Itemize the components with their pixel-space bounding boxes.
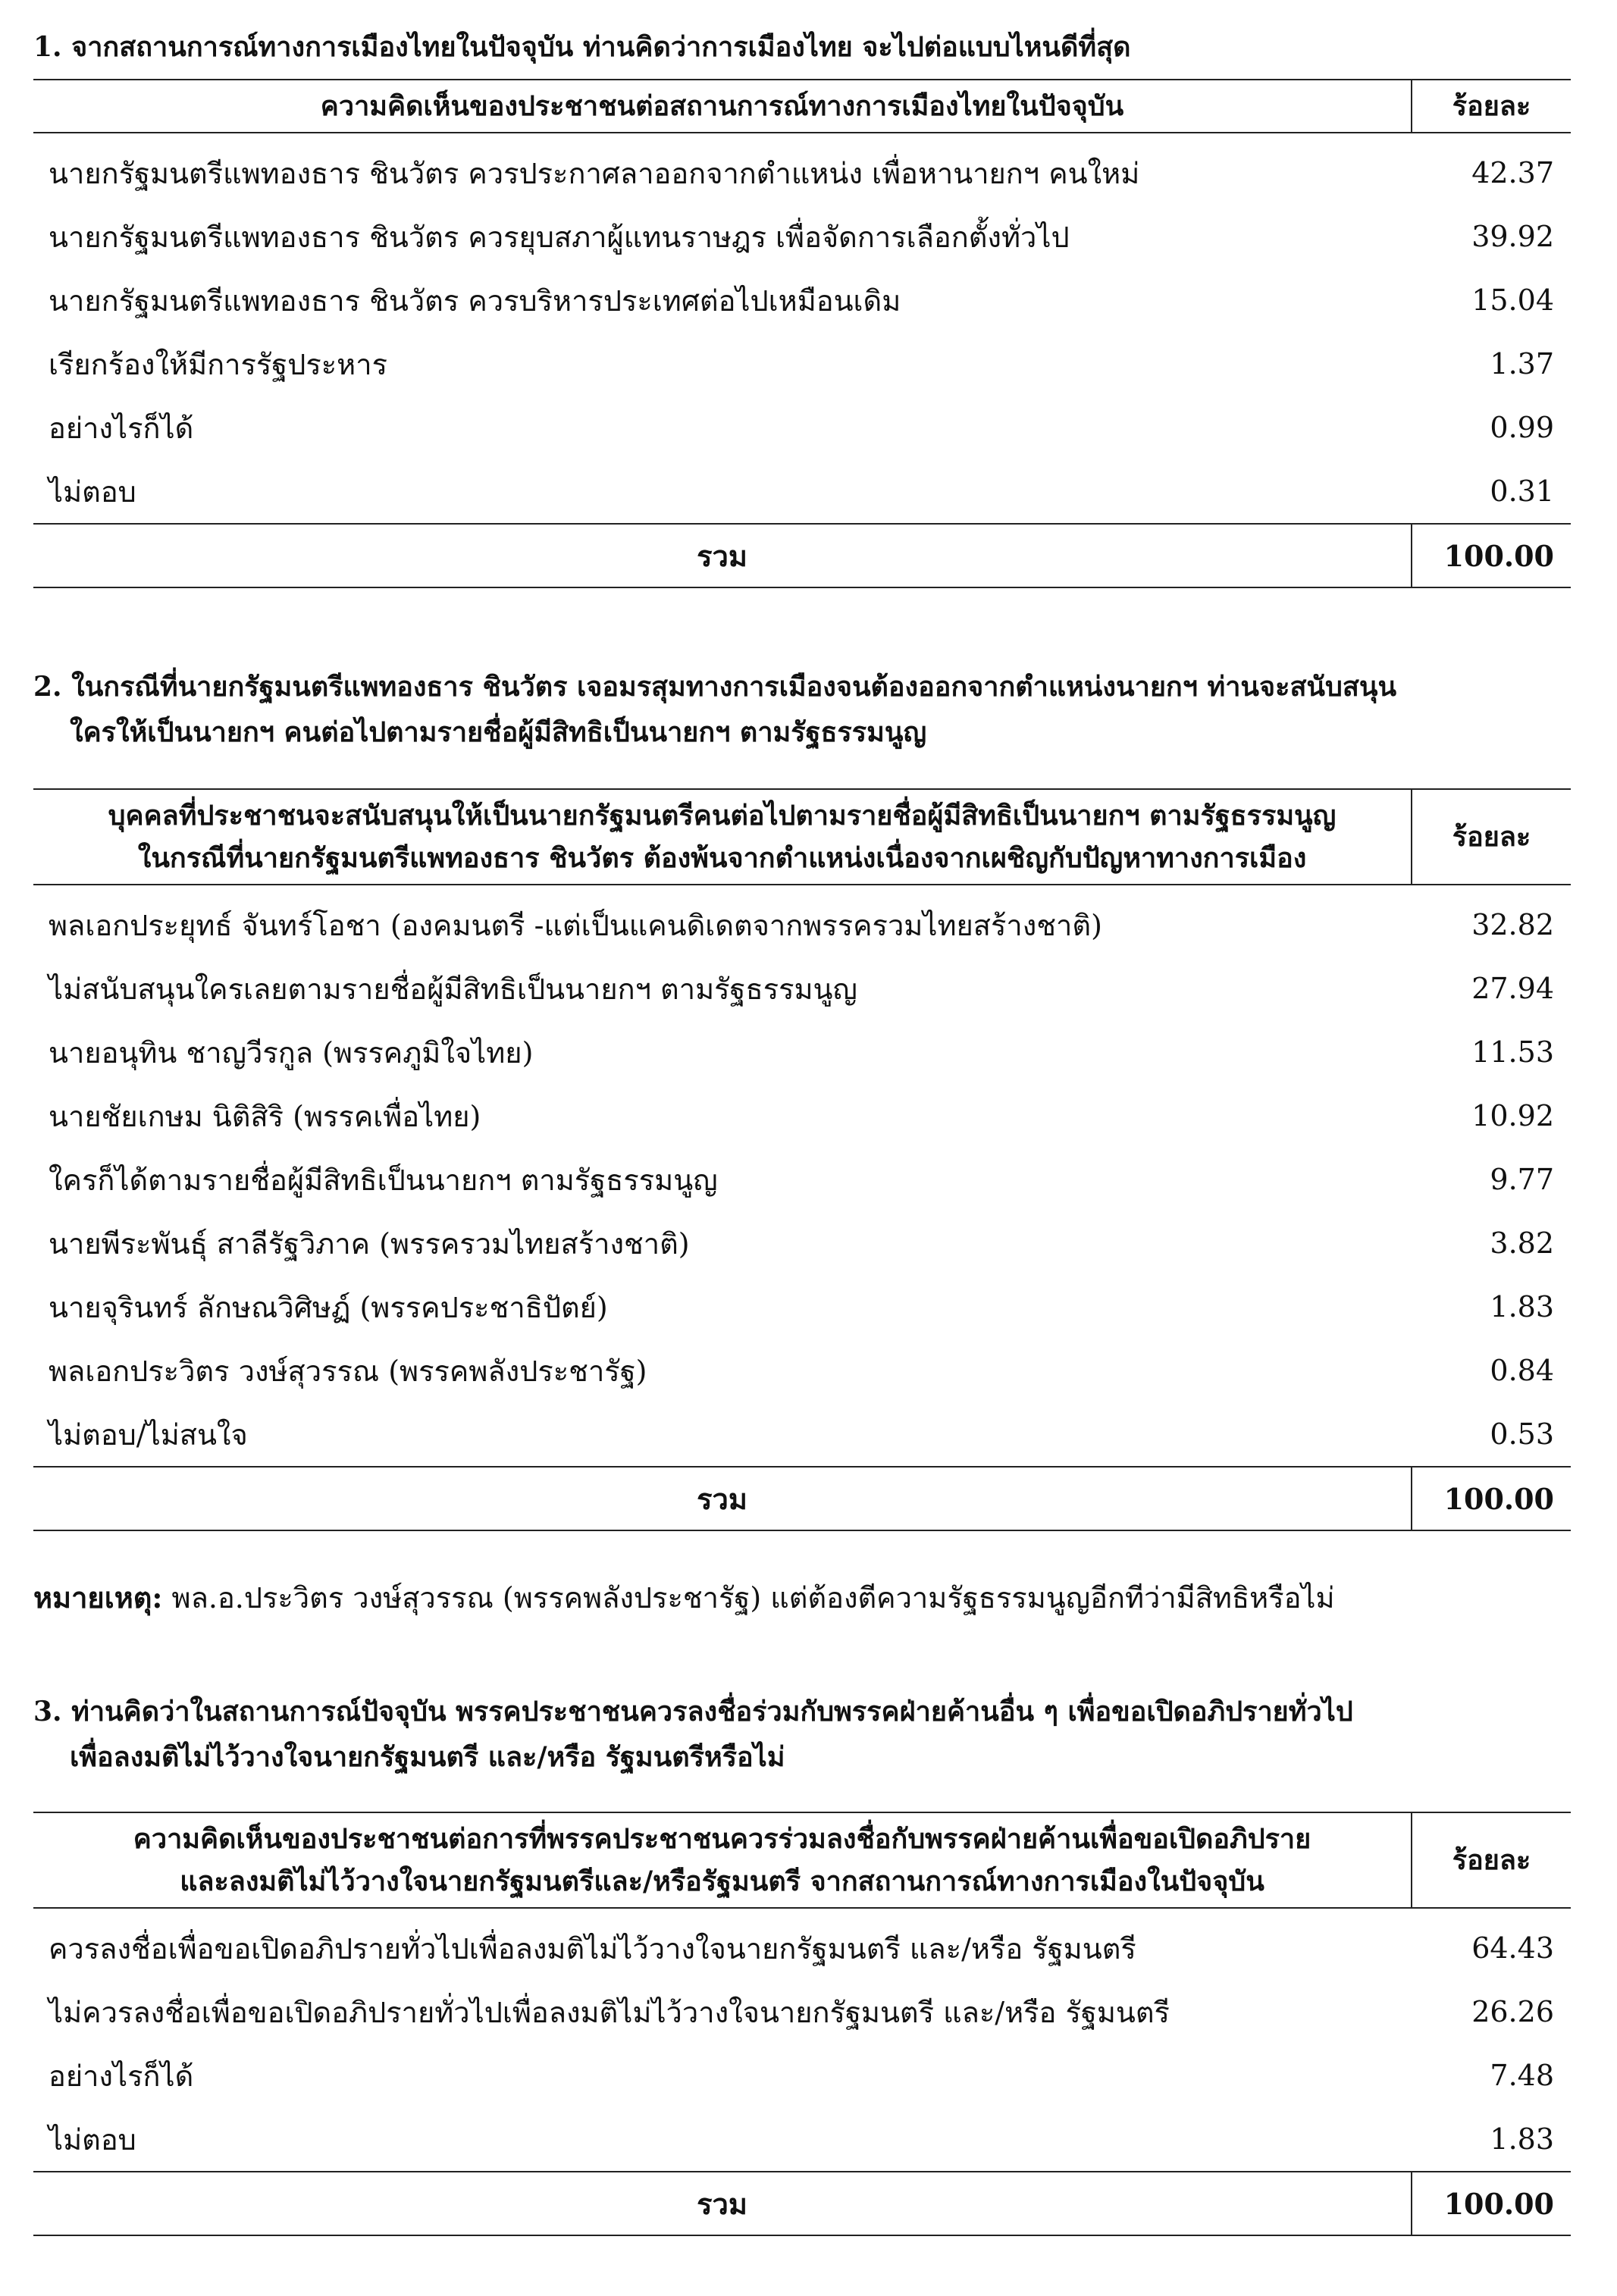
header-line: ความคิดเห็นของประชาชนต่อสถานการณ์ทางการเมืองไทยในปัจจุบัน <box>320 90 1124 122</box>
header-line: บุคคลที่ประชาชนจะสนับสนุนให้เป็นนายกรัฐมนตรีคนต่อไปตามรายชื่อผู้มีสิทธิเป็นนายกฯ ตามรัฐธรรมนูญ <box>108 800 1337 832</box>
table-row <box>33 1908 1571 1980</box>
row-label: นายพีระพันธุ์ สาลีรัฐวิภาค (พรรครวมไทยสร้างชาติ) <box>49 1226 690 1261</box>
question-1-table <box>33 79 1571 588</box>
row-percent: 1.37 <box>1490 347 1554 381</box>
row-label: ไม่ตอบ <box>49 2122 136 2157</box>
table-row <box>33 1211 1571 1275</box>
table-row <box>33 332 1571 396</box>
column-header-percent: ร้อยละ <box>1412 80 1571 133</box>
row-percent: 64.43 <box>1471 1931 1554 1965</box>
table-header-row <box>33 1812 1571 1908</box>
row-label: ใครก็ได้ตามรายชื่อผู้มีสิทธิเป็นนายกฯ ตามรัฐธรรมนูญ <box>49 1163 718 1197</box>
table-row <box>33 1148 1571 1211</box>
question-2-table <box>33 788 1571 1531</box>
question-1-title-line-1: 1. จากสถานการณ์ทางการเมืองไทยในปัจจุบัน ท่านคิดว่าการเมืองไทย จะไปต่อแบบไหนดีที่สุด <box>33 31 1131 63</box>
total-row <box>33 1467 1571 1530</box>
header-line: และลงมติไม่ไว้วางใจนายกรัฐมนตรีและ/หรือรัฐมนตรี จากสถานการณ์ทางการเมืองในปัจจุบัน <box>180 1865 1264 1897</box>
row-percent: 26.26 <box>1471 1995 1554 2028</box>
question-1-title <box>33 24 1587 70</box>
total-row <box>33 524 1571 587</box>
question-2-title <box>33 664 1587 755</box>
row-percent: 27.94 <box>1471 972 1554 1005</box>
total-label: รวม <box>33 524 1412 587</box>
row-label: นายอนุทิน ชาญวีรกูล (พรรคภูมิใจไทย) <box>49 1035 534 1070</box>
row-percent: 42.37 <box>1471 156 1554 190</box>
column-header-percent: ร้อยละ <box>1412 1812 1571 1908</box>
total-label: รวม <box>33 1467 1412 1530</box>
table-row <box>33 1339 1571 1402</box>
question-2-title-line-2: ใครให้เป็นนายกฯ คนต่อไปตามรายชื่อผู้มีสิทธิเป็นนายกฯ ตามรัฐธรรมนูญ <box>70 716 927 748</box>
row-label: ไม่ควรลงชื่อเพื่อขอเปิดอภิปรายทั่วไปเพื่อลงมติไม่ไว้วางใจนายกรัฐมนตรี และ/หรือ รัฐมนตรี <box>49 1995 1170 2029</box>
header-line: ในกรณีที่นายกรัฐมนตรีแพทองธาร ชินวัตร ต้องพ้นจากตำแหน่งเนื่องจากเผชิญกับปัญหาทางการเมือง <box>137 842 1307 874</box>
total-value: 100.00 <box>1412 2172 1571 2235</box>
row-percent: 11.53 <box>1471 1035 1554 1069</box>
table-row <box>33 268 1571 332</box>
row-label: พลเอกประยุทธ์ จันทร์โอชา (องคมนตรี -แต่เป็นแคนดิเดตจากพรรครวมไทยสร้างชาติ) <box>49 908 1102 942</box>
header-line: ความคิดเห็นของประชาชนต่อการที่พรรคประชาชนควรร่วมลงชื่อกับพรรคฝ่ายค้านเพื่อขอเปิดอภิปราย <box>133 1823 1311 1855</box>
row-percent: 32.82 <box>1471 908 1554 941</box>
row-label: นายชัยเกษม นิติสิริ (พรรคเพื่อไทย) <box>49 1099 481 1133</box>
row-percent: 7.48 <box>1490 2059 1554 2092</box>
question-3-title-line-1: 3. ท่านคิดว่าในสถานการณ์ปัจจุบัน พรรคประชาชนควรลงชื่อร่วมกับพรรคฝ่ายค้านอื่น ๆ เพื่อขอเปิดอภิปรายทั่วไป <box>33 1696 1353 1727</box>
total-label: รวม <box>33 2172 1412 2235</box>
row-percent: 9.77 <box>1490 1163 1554 1196</box>
row-percent: 1.83 <box>1490 2122 1554 2156</box>
table-row <box>33 205 1571 268</box>
row-percent: 0.84 <box>1490 1354 1554 1387</box>
column-header-opinion <box>33 80 1412 133</box>
footnote-label: หมายเหตุ: <box>33 1580 163 1615</box>
row-label: ไม่สนับสนุนใครเลยตามรายชื่อผู้มีสิทธิเป็นนายกฯ ตามรัฐธรรมนูญ <box>49 972 857 1006</box>
table-row <box>33 1402 1571 1467</box>
question-3-title-line-2: เพื่อลงมติไม่ไว้วางใจนายกรัฐมนตรี และ/หรือ รัฐมนตรีหรือไม่ <box>70 1741 785 1773</box>
row-percent: 15.04 <box>1471 283 1554 317</box>
row-percent: 0.53 <box>1490 1417 1554 1451</box>
table-row <box>33 1084 1571 1148</box>
row-label: ไม่ตอบ/ไม่สนใจ <box>49 1417 248 1452</box>
row-label: ควรลงชื่อเพื่อขอเปิดอภิปรายทั่วไปเพื่อลงมติไม่ไว้วางใจนายกรัฐมนตรี และ/หรือ รัฐมนตรี <box>49 1931 1136 1966</box>
row-percent: 1.83 <box>1490 1290 1554 1323</box>
row-percent: 3.82 <box>1490 1226 1554 1260</box>
footnote <box>33 1575 1335 1621</box>
table-row <box>33 885 1571 957</box>
row-label: นายกรัฐมนตรีแพทองธาร ชินวัตร ควรยุบสภาผู้แทนราษฎร เพื่อจัดการเลือกตั้งทั่วไป <box>49 220 1070 254</box>
table-row <box>33 2044 1571 2107</box>
table-row <box>33 1275 1571 1339</box>
table-row <box>33 459 1571 524</box>
total-value: 100.00 <box>1412 1467 1571 1530</box>
total-value: 100.00 <box>1412 524 1571 587</box>
row-label: อย่างไรก็ได้ <box>49 411 194 445</box>
column-header-percent: ร้อยละ <box>1412 789 1571 885</box>
column-header-opinion <box>33 1812 1412 1908</box>
table-row <box>33 1980 1571 2044</box>
table-row <box>33 957 1571 1020</box>
row-label: นายจุรินทร์ ลักษณวิศิษฏ์ (พรรคประชาธิปัตย์) <box>49 1290 608 1324</box>
table-header-row <box>33 80 1571 133</box>
question-3-title <box>33 1689 1587 1780</box>
row-label: อย่างไรก็ได้ <box>49 2059 194 2093</box>
row-label: พลเอกประวิตร วงษ์สุวรรณ (พรรคพลังประชารัฐ) <box>49 1354 647 1388</box>
table-row <box>33 133 1571 205</box>
footnote-text: พล.อ.ประวิตร วงษ์สุวรรณ (พรรคพลังประชารัฐ) แต่ต้องตีความรัฐธรรมนูญอีกทีว่ามีสิทธิหรือไม่ <box>162 1581 1335 1615</box>
row-percent: 10.92 <box>1471 1099 1554 1132</box>
row-percent: 39.92 <box>1471 220 1554 253</box>
table-header-row <box>33 789 1571 885</box>
row-label: นายกรัฐมนตรีแพทองธาร ชินวัตร ควรประกาศลาออกจากตำแหน่ง เพื่อหานายกฯ คนใหม่ <box>49 156 1140 190</box>
question-3-table <box>33 1812 1571 2236</box>
table-row <box>33 1020 1571 1084</box>
row-percent: 0.31 <box>1490 475 1554 508</box>
column-header-supported-person <box>33 789 1412 885</box>
row-label: เรียกร้องให้มีการรัฐประหาร <box>49 347 387 381</box>
question-2-title-line-1: 2. ในกรณีที่นายกรัฐมนตรีแพทองธาร ชินวัตร เจอมรสุมทางการเมืองจนต้องออกจากตำแหน่งนายกฯ ท่านจะสนับสนุน <box>33 671 1397 703</box>
table-row <box>33 2107 1571 2172</box>
row-percent: 0.99 <box>1490 411 1554 444</box>
row-label: ไม่ตอบ <box>49 475 136 509</box>
row-label: นายกรัฐมนตรีแพทองธาร ชินวัตร ควรบริหารประเทศต่อไปเหมือนเดิม <box>49 283 901 318</box>
table-row <box>33 396 1571 459</box>
total-row <box>33 2172 1571 2235</box>
